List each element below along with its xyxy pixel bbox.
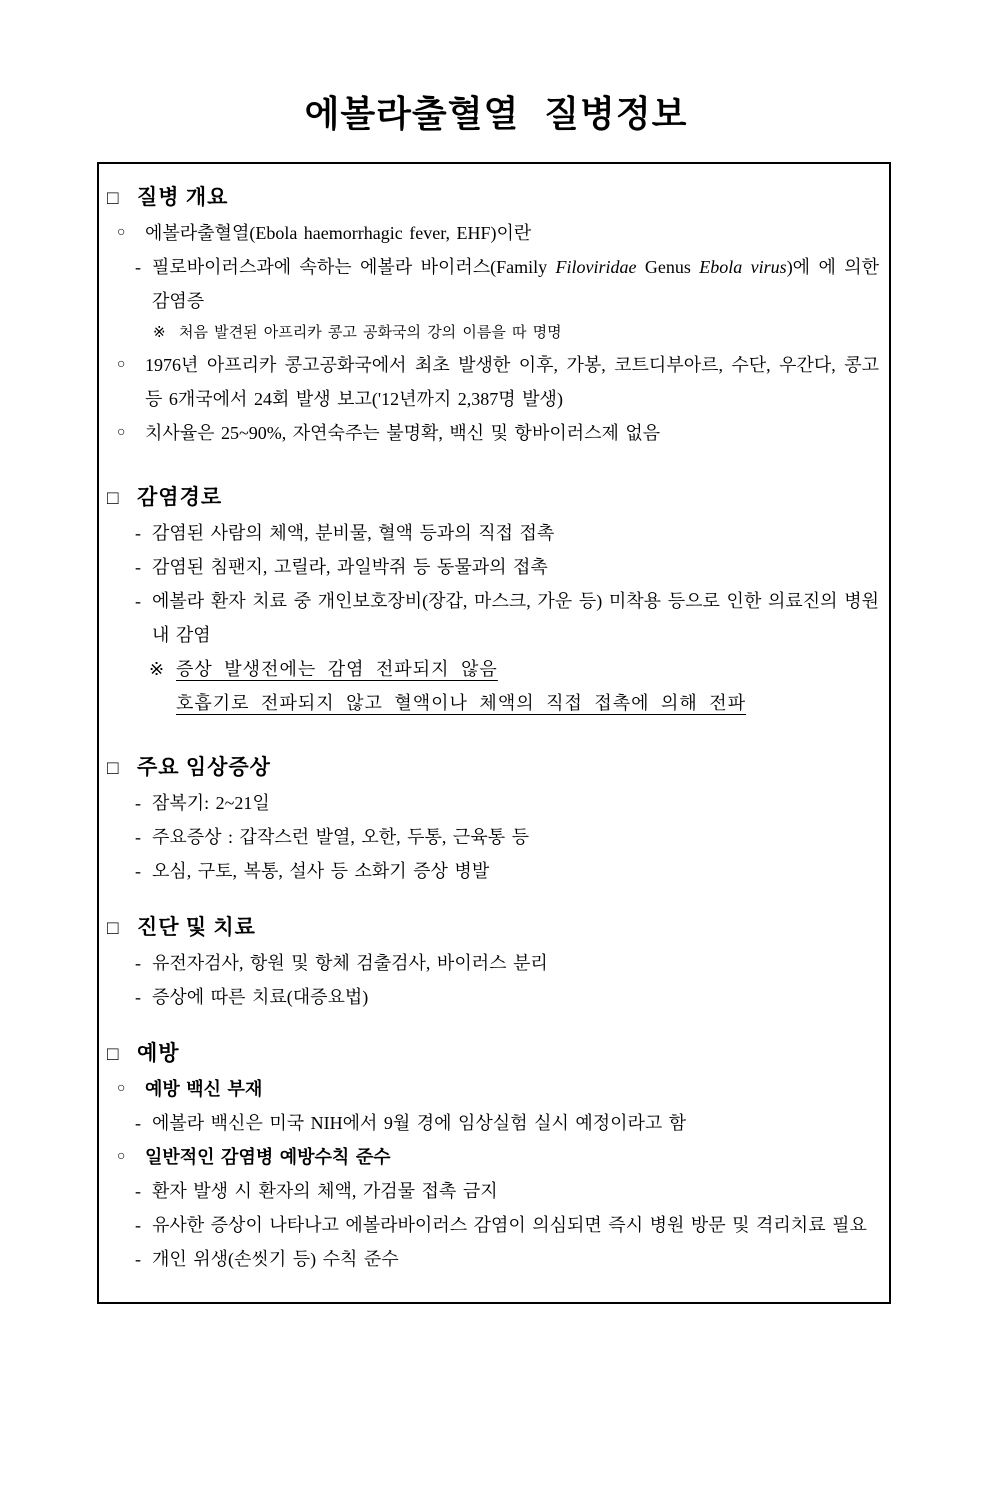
- section-heading-prevention: [107, 1036, 879, 1072]
- document-frame: [97, 162, 891, 1304]
- list-item: [107, 516, 879, 550]
- dash-bullet-icon: -: [135, 1113, 141, 1133]
- dash-bullet-icon: -: [135, 1215, 141, 1235]
- page-title: 에볼라출혈열 질병정보: [304, 93, 688, 134]
- item-text: 처음 발견된 아프리카 콩고 공화국의 강의 이름을 따 명명: [179, 324, 562, 341]
- item-text: 잠복기: 2~21일: [152, 793, 270, 813]
- section-title: 예방: [137, 1041, 180, 1065]
- section-prevention: [107, 1036, 879, 1276]
- item-text: 1976년 아프리카 콩고공화국에서 최초 발생한 이후, 가봉, 코트디부아르, 수단, 우간다, 콩고 등 6개국에서 24회 발생 보고('12년까지 2,387명 발생): [145, 355, 879, 409]
- list-item: [107, 318, 879, 348]
- item-text: 에볼라 백신은 미국 NIH에서 9월 경에 임상실험 실시 예정이라고 함: [152, 1113, 687, 1133]
- item-text: 유사한 증상이 나타나고 에볼라바이러스 감염이 의심되면 즉시 병원 방문 및 격리치료 필요: [152, 1215, 867, 1235]
- item-text: 호흡기로 전파되지 않고 혈액이나 체액의 직접 접촉에 의해 전파: [176, 693, 747, 713]
- list-item: [107, 216, 879, 250]
- dash-bullet-icon: -: [135, 793, 141, 813]
- item-text: 에볼라 환자 치료 중 개인보호장비(장갑, 마스크, 가운 등) 미착용 등으로 인한 의료진의 병원내 감염: [152, 591, 879, 645]
- item-text: 감염된 침팬지, 고릴라, 과일박쥐 등 동물과의 접촉: [152, 557, 548, 577]
- list-item: [107, 1242, 879, 1276]
- item-text: 감염된 사람의 체액, 분비물, 혈액 등과의 직접 접촉: [152, 523, 555, 543]
- dash-bullet-icon: -: [135, 523, 141, 543]
- list-item: [107, 686, 879, 720]
- circle-bullet-icon: ○: [117, 1081, 126, 1096]
- section-clinical-symptoms: [107, 750, 879, 888]
- section-heading-transmission-route: [107, 480, 879, 516]
- square-bullet-icon: □: [107, 918, 120, 939]
- list-item: [107, 820, 879, 854]
- list-item: [107, 1140, 879, 1174]
- item-text: 개인 위생(손씻기 등) 수칙 준수: [152, 1249, 399, 1269]
- list-item: [107, 584, 879, 652]
- list-item: [107, 250, 879, 318]
- item-text: 주요증상 : 갑작스런 발열, 오한, 두통, 근육통 등: [152, 827, 529, 847]
- dash-bullet-icon: -: [135, 987, 141, 1007]
- item-text: 환자 발생 시 환자의 체액, 가검물 접촉 금지: [152, 1181, 498, 1201]
- item-text: 오심, 구토, 복통, 설사 등 소화기 증상 병발: [152, 861, 490, 881]
- item-text: 필로바이러스과에 속하는 에볼라 바이러스(Family Filoviridae Genus Ebola virus)에 에 의한 감염증: [152, 257, 880, 311]
- list-item: [107, 652, 879, 686]
- square-bullet-icon: □: [107, 488, 120, 509]
- list-item: [107, 1072, 879, 1106]
- dash-bullet-icon: -: [135, 827, 141, 847]
- list-item: [107, 946, 879, 980]
- circle-bullet-icon: ○: [117, 357, 126, 372]
- square-bullet-icon: □: [107, 188, 120, 209]
- item-text: 치사율은 25~90%, 자연숙주는 불명확, 백신 및 항바이러스제 없음: [145, 423, 661, 443]
- section-heading-clinical-symptoms: [107, 750, 879, 786]
- list-item: [107, 416, 879, 450]
- document-page: [0, 86, 992, 1489]
- list-item: [107, 550, 879, 584]
- circle-bullet-icon: ○: [117, 1149, 126, 1164]
- dash-bullet-icon: -: [135, 257, 141, 277]
- document-body: [107, 180, 879, 1276]
- circle-bullet-icon: ○: [117, 425, 126, 440]
- section-title: 감염경로: [137, 485, 223, 509]
- item-text: 증상 발생전에는 감염 전파되지 않음: [176, 659, 498, 679]
- item-text: 예방 백신 부재: [145, 1079, 263, 1099]
- item-text: 유전자검사, 항원 및 항체 검출검사, 바이러스 분리: [152, 953, 548, 973]
- square-bullet-icon: □: [107, 758, 120, 779]
- section-title: 진단 및 치료: [137, 915, 256, 939]
- section-title: 질병 개요: [137, 185, 229, 209]
- section-title: 주요 임상증상: [137, 755, 271, 779]
- item-text: 일반적인 감염병 예방수칙 준수: [145, 1147, 391, 1167]
- circle-bullet-icon: ○: [117, 225, 126, 240]
- reference-mark-icon: ※: [153, 324, 166, 341]
- dash-bullet-icon: -: [135, 1249, 141, 1269]
- list-item: [107, 1208, 879, 1242]
- list-item: [107, 348, 879, 416]
- section-heading-disease-overview: [107, 180, 879, 216]
- section-disease-overview: [107, 180, 879, 450]
- item-text: 에볼라출혈열(Ebola haemorrhagic fever, EHF)이란: [145, 223, 532, 243]
- list-item: [107, 786, 879, 820]
- reference-mark-icon: ※: [149, 659, 165, 679]
- section-transmission-route: [107, 480, 879, 720]
- list-item: [107, 980, 879, 1014]
- square-bullet-icon: □: [107, 1044, 120, 1065]
- dash-bullet-icon: -: [135, 557, 141, 577]
- dash-bullet-icon: -: [135, 861, 141, 881]
- list-item: [107, 1174, 879, 1208]
- dash-bullet-icon: -: [135, 953, 141, 973]
- dash-bullet-icon: -: [135, 1181, 141, 1201]
- list-item: [107, 1106, 879, 1140]
- section-diagnosis-treatment: [107, 910, 879, 1014]
- dash-bullet-icon: -: [135, 591, 141, 611]
- section-heading-diagnosis-treatment: [107, 910, 879, 946]
- list-item: [107, 854, 879, 888]
- item-text: 증상에 따른 치료(대증요법): [152, 987, 369, 1007]
